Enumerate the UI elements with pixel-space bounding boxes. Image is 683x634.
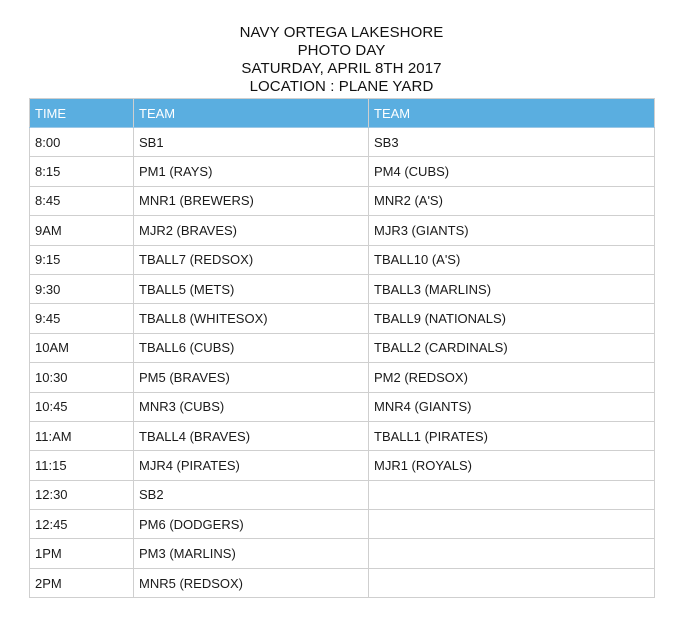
table-row <box>30 568 655 597</box>
table-row <box>30 421 655 450</box>
time-cell: 12:30 <box>30 480 134 509</box>
team-2-cell <box>369 510 655 539</box>
time-cell: 9:45 <box>30 304 134 333</box>
event-location: LOCATION : PLANE YARD <box>249 78 434 95</box>
table-row <box>30 128 655 157</box>
team-1-cell: PM6 (DODGERS) <box>134 510 369 539</box>
time-cell: 8:15 <box>30 157 134 186</box>
table-row <box>30 363 655 392</box>
time-cell: 10AM <box>30 333 134 362</box>
time-cell: 9:15 <box>30 245 134 274</box>
table-row <box>30 186 655 215</box>
team-1-cell: MNR5 (REDSOX) <box>134 568 369 597</box>
team-2-cell: TBALL10 (A'S) <box>369 245 655 274</box>
table-row <box>30 392 655 421</box>
team-1-cell: TBALL5 (METS) <box>134 274 369 303</box>
team-2-cell: PM4 (CUBS) <box>369 157 655 186</box>
table-row <box>30 451 655 480</box>
team-1-cell: PM1 (RAYS) <box>134 157 369 186</box>
team-2-cell <box>369 480 655 509</box>
event-title: PHOTO DAY <box>297 42 386 59</box>
team-2-cell: TBALL1 (PIRATES) <box>369 421 655 450</box>
time-cell: 10:45 <box>30 392 134 421</box>
time-cell: 8:00 <box>30 128 134 157</box>
team-2-cell: MNR4 (GIANTS) <box>369 392 655 421</box>
table-row <box>30 510 655 539</box>
column-header-team-2: TEAM <box>369 99 655 128</box>
time-cell: 11:15 <box>30 451 134 480</box>
team-1-cell: SB2 <box>134 480 369 509</box>
team-1-cell: TBALL4 (BRAVES) <box>134 421 369 450</box>
header-row <box>30 99 655 128</box>
team-1-cell: SB1 <box>134 128 369 157</box>
schedule-table-body <box>30 128 655 598</box>
team-2-cell: TBALL9 (NATIONALS) <box>369 304 655 333</box>
team-2-cell: TBALL2 (CARDINALS) <box>369 333 655 362</box>
team-1-cell: PM3 (MARLINS) <box>134 539 369 568</box>
team-1-cell: TBALL6 (CUBS) <box>134 333 369 362</box>
table-row <box>30 245 655 274</box>
team-1-cell: MNR3 (CUBS) <box>134 392 369 421</box>
schedule-table <box>29 98 655 598</box>
table-row <box>30 539 655 568</box>
time-cell: 8:45 <box>30 186 134 215</box>
team-1-cell: MJR4 (PIRATES) <box>134 451 369 480</box>
team-2-cell <box>369 568 655 597</box>
table-row <box>30 216 655 245</box>
column-header-team-1: TEAM <box>134 99 369 128</box>
team-1-cell: MNR1 (BREWERS) <box>134 186 369 215</box>
column-header-time: TIME <box>30 99 134 128</box>
table-row <box>30 333 655 362</box>
time-cell: 12:45 <box>30 510 134 539</box>
table-row <box>30 304 655 333</box>
team-2-cell: TBALL3 (MARLINS) <box>369 274 655 303</box>
document-header <box>0 24 683 96</box>
organization-title: NAVY ORTEGA LAKESHORE <box>239 24 444 41</box>
event-date: SATURDAY, APRIL 8TH 2017 <box>241 60 442 77</box>
team-1-cell: TBALL7 (REDSOX) <box>134 245 369 274</box>
time-cell: 10:30 <box>30 363 134 392</box>
time-cell: 9AM <box>30 216 134 245</box>
table-row <box>30 157 655 186</box>
table-row <box>30 480 655 509</box>
team-2-cell: MNR2 (A'S) <box>369 186 655 215</box>
team-1-cell: PM5 (BRAVES) <box>134 363 369 392</box>
time-cell: 9:30 <box>30 274 134 303</box>
team-1-cell: MJR2 (BRAVES) <box>134 216 369 245</box>
team-2-cell: SB3 <box>369 128 655 157</box>
team-2-cell <box>369 539 655 568</box>
time-cell: 2PM <box>30 568 134 597</box>
team-1-cell: TBALL8 (WHITESOX) <box>134 304 369 333</box>
team-2-cell: MJR3 (GIANTS) <box>369 216 655 245</box>
time-cell: 1PM <box>30 539 134 568</box>
team-2-cell: MJR1 (ROYALS) <box>369 451 655 480</box>
team-2-cell: PM2 (REDSOX) <box>369 363 655 392</box>
table-row <box>30 274 655 303</box>
schedule-table-header <box>30 99 655 128</box>
time-cell: 11:AM <box>30 421 134 450</box>
